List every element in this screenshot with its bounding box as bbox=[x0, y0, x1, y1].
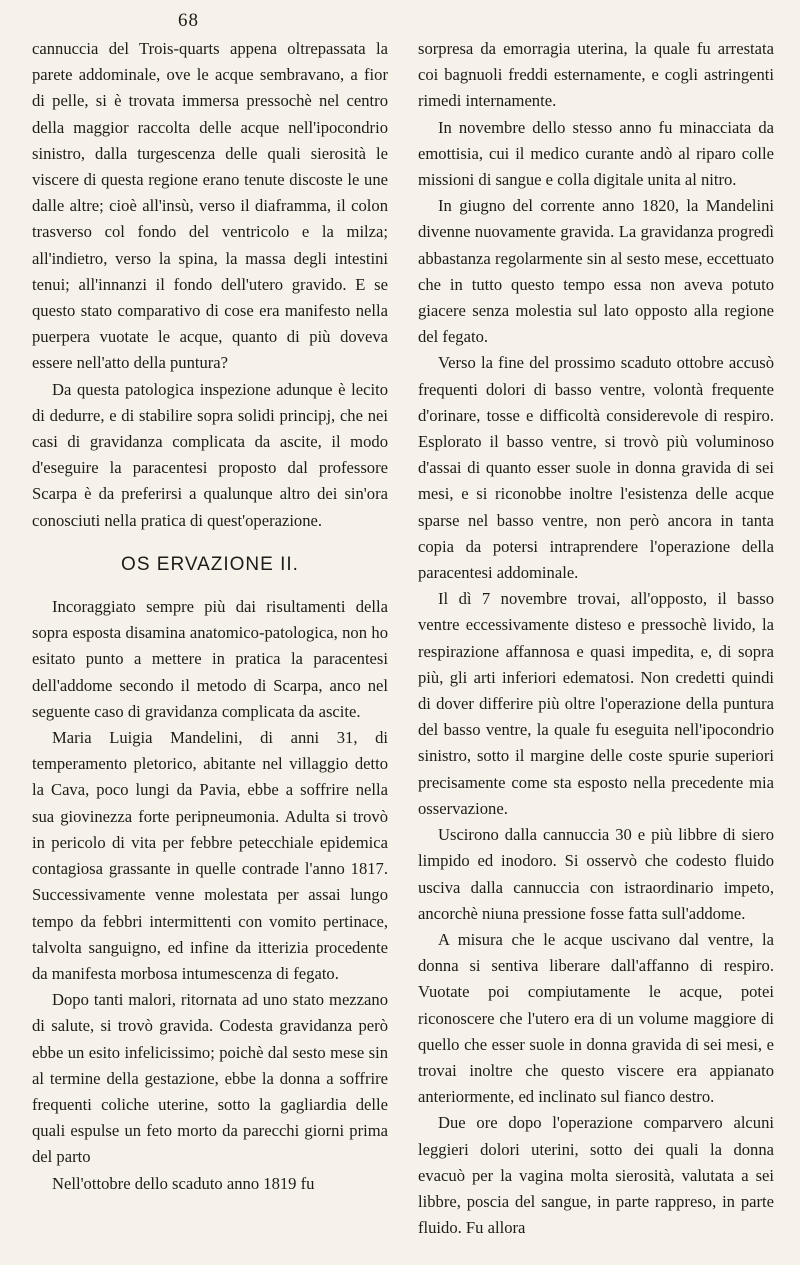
paragraph: Dopo tanti malori, ritornata ad uno stato mezzano di salute, si trovò gravida. Codesta gravidanza però ebbe un esito infelicissimo; poichè dal sesto mese sin al termine della gestazione, ebbe la donna a soffrire frequenti coliche uterine, sotto la gagliardia delle quali espulse un feto morto da parecchi giorni prima del parto bbox=[32, 990, 388, 1167]
paragraph: In novembre dello stesso anno fu minacciata da emottisia, cui il medico curante andò al riparo colle missioni di sangue e colla digitale unita al nitro. bbox=[418, 117, 774, 190]
paragraph: Due ore dopo l'operazione comparvero alcuni leggieri dolori uterini, sotto dei quali la donna evacuò per la vagina molta sierosità, valutata a sei libbre, poscia del sangue, in parte rappreso, in parte fluido. Fu allora bbox=[418, 1113, 774, 1238]
page-number: 68 bbox=[178, 10, 199, 31]
paragraph: Verso la fine del prossimo scaduto ottobre accusò frequenti dolori di basso ventre, volontà frequente d'orinare, tosse e difficoltà considerevole di respiro. Esplorato il basso ventre, si trovò più voluminoso d'assai di quanto esser suole in donna gravida di sei mesi, e si riconobbe inoltre l'esistenza delle acque sparse nel basso ventre, non però ancora in tanta copia da potersi intraprendere l'operazione della paracentesi addominale. bbox=[418, 353, 774, 583]
paragraph: Incoraggiato sempre più dai risultamenti della sopra esposta disamina anatomico-patologica, non ho esitato punto a mettere in pratica la paracentesi dell'addome secondo il metodo di Scarpa, anco nel seguente caso di gravidanza complicata da ascite. bbox=[32, 597, 388, 721]
paragraph: sorpresa da emorragia uterina, la quale fu arrestata coi bagnuoli freddi esternamente, e cogli astringenti rimedi internamente. bbox=[418, 39, 774, 111]
paragraph: In giugno del corrente anno 1820, la Mandelini divenne nuovamente gravida. La gravidanza progredì abbastanza regolarmente sin al sesto mese, eccettuato che in tutto questo tempo essa non aveva potuto giacere senza molestia sul lato opposto alla regione del fegato. bbox=[418, 196, 774, 347]
section-heading: OS ERVAZIONE II. bbox=[121, 553, 299, 575]
paragraph: Da questa patologica inspezione adunque è lecito di dedurre, e di stabilire sopra solidi principj, che nei casi di gravidanza complicata da ascite, il modo d'eseguire la paracentesi proposto dal professore Scarpa è da preferirsi a qualunque altro dei sin'ora conosciuti nella pratica di quest'operazione. bbox=[32, 379, 388, 530]
paragraph: cannuccia del Trois-quarts appena oltrepassata la parete addominale, ove le acque sembravano, a fior di pelle, si è trovata immersa pressochè nel centro della maggior raccolta delle acque nell'ipocondrio sinistro, dalla turgescenza delle quali sierosità le viscere di questa regione erano tenute discoste le une dalle altre; cioè all'insù, verso il diaframma, il colon trasverso col fondo del ventricolo e la milza; all'indietro, verso la spina, la massa degli intestini tenui; all'innanzi il fondo dell'utero gravido. E se questo stato comparativo di cose era manifesto nella puerpera vuotate le acque, quanto di più doveva essere nell'atto della puntura? bbox=[32, 39, 388, 373]
paragraph: Uscirono dalla cannuccia 30 e più libbre di siero limpido ed inodoro. Si osservò che codesto fluido usciva dalla cannuccia con istraordinario impeto, ancorchè niuna pressione fosse fatta sull'addome. bbox=[418, 825, 774, 923]
paragraph: Il dì 7 novembre trovai, all'opposto, il basso ventre eccessivamente disteso e pressochè livido, la respirazione affannosa e quasi impedita, e, di sopra più, gli arti inferiori edematosi. Non credetti quindi di dover differire più oltre l'operazione della puntura del basso ventre, la quale fu eseguita nell'ipocondrio sinistro, sotto il margine delle coste spurie superiori precisamente come sta esposto nella precedente mia osservazione. bbox=[418, 589, 774, 818]
paragraph: Nell'ottobre dello scaduto anno 1819 fu bbox=[52, 1173, 315, 1193]
right-column bbox=[418, 36, 774, 1241]
left-column bbox=[32, 36, 388, 1197]
paragraph: A misura che le acque uscivano dal ventre, la donna si sentiva liberare dall'affanno di respiro. Vuotate poi compiutamente le acque, potei riconoscere che l'utero era di un volume maggiore di quello che esser suole in donna gravida di sei mesi, e trovai inoltre che questo viscere era appianato anteriormente, ed inclinato sul fianco destro. bbox=[418, 929, 774, 1107]
paragraph: Maria Luigia Mandelini, di anni 31, di temperamento pletorico, abitante nel villaggio detto la Cava, poco lungi da Pavia, ebbe a soffrire nella sua giovinezza forte peripneumonia. Adulta si trovò in pericolo di vita per febbre petecchiale epidemica contagiosa grassante in quelle contrade l'anno 1817. Successivamente venne molestata per assai lungo tempo da febbri intermittenti con vomito pertinace, talvolta sanguigno, ed infine da itterizia procedente da manifesta morbosa intumescenza di fegato. bbox=[32, 728, 388, 983]
